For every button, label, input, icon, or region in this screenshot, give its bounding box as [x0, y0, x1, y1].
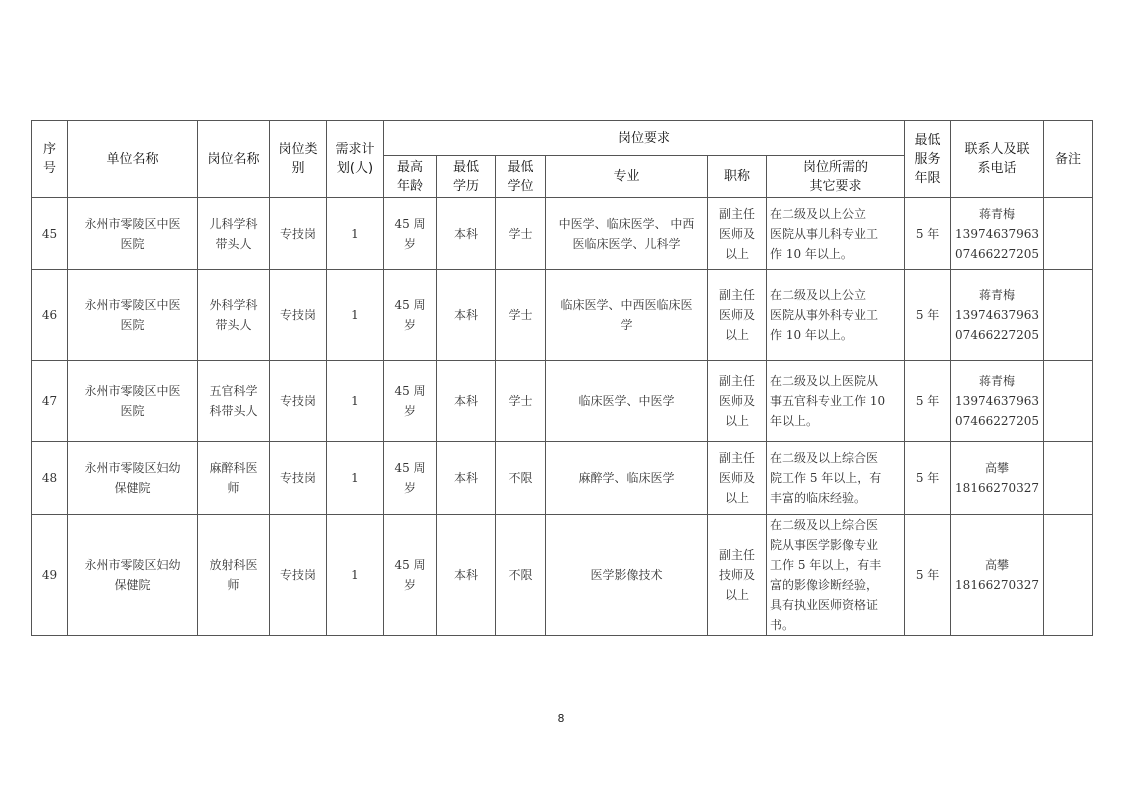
- table-row: [32, 361, 1093, 442]
- row-major: 医学影像技术: [546, 515, 708, 636]
- row-plan: 1: [327, 361, 384, 442]
- table-row: [32, 442, 1093, 515]
- row-other: 在二级及以上公立 医院从事外科专业工 作 10 年以上。: [767, 270, 905, 361]
- row-contact: 蒋青梅 13974637963 07466227205: [951, 361, 1044, 442]
- row-service: 5 年: [905, 198, 951, 270]
- row-other: 在二级及以上公立 医院从事儿科专业工 作 10 年以上。: [767, 198, 905, 270]
- row-age: 45 周 岁: [384, 198, 437, 270]
- header-max-age: 最高 年龄: [384, 156, 437, 198]
- header-requirements: 岗位要求: [384, 121, 905, 156]
- row-edu: 本科: [437, 198, 496, 270]
- page-number: 8: [557, 712, 565, 725]
- row-service: 5 年: [905, 442, 951, 515]
- row-seq: 48: [32, 442, 68, 515]
- row-major: 临床医学、中医学: [546, 361, 708, 442]
- header-category: 岗位类 别: [270, 121, 327, 198]
- row-degree: 学士: [496, 198, 546, 270]
- row-major: 临床医学、中西医临床医 学: [546, 270, 708, 361]
- row-unit: 永州市零陵区妇幼 保健院: [68, 442, 198, 515]
- row-degree: 学士: [496, 361, 546, 442]
- row-category: 专技岗: [270, 361, 327, 442]
- row-seq: 49: [32, 515, 68, 636]
- header-service: 最低 服务 年限: [905, 121, 951, 198]
- table-row: [32, 270, 1093, 361]
- header-post: 岗位名称: [198, 121, 270, 198]
- row-contact: 蒋青梅 13974637963 07466227205: [951, 270, 1044, 361]
- row-note: [1044, 515, 1093, 636]
- row-category: 专技岗: [270, 270, 327, 361]
- row-plan: 1: [327, 442, 384, 515]
- row-plan: 1: [327, 198, 384, 270]
- row-title: 副主任 医师及 以上: [708, 198, 767, 270]
- row-post: 麻醉科医 师: [198, 442, 270, 515]
- row-seq: 45: [32, 198, 68, 270]
- table-row: [32, 515, 1093, 636]
- row-age: 45 周 岁: [384, 361, 437, 442]
- row-other: 在二级及以上综合医 院从事医学影像专业 工作 5 年以上，有丰 富的影像诊断经验， 具有执业医师资格证 书。: [767, 515, 905, 636]
- header-contact: 联系人及联 系电话: [951, 121, 1044, 198]
- row-category: 专技岗: [270, 442, 327, 515]
- row-unit: 永州市零陵区中医 医院: [68, 270, 198, 361]
- header-note: 备注: [1044, 121, 1093, 198]
- row-service: 5 年: [905, 361, 951, 442]
- row-plan: 1: [327, 515, 384, 636]
- row-edu: 本科: [437, 270, 496, 361]
- header-seq: 序 号: [32, 121, 68, 198]
- row-major: 麻醉学、临床医学: [546, 442, 708, 515]
- row-seq: 47: [32, 361, 68, 442]
- row-other: 在二级及以上医院从 事五官科专业工作 10 年以上。: [767, 361, 905, 442]
- row-note: [1044, 442, 1093, 515]
- row-post: 儿科学科 带头人: [198, 198, 270, 270]
- row-title: 副主任 医师及 以上: [708, 442, 767, 515]
- row-degree: 不限: [496, 442, 546, 515]
- row-other: 在二级及以上综合医 院工作 5 年以上，有 丰富的临床经验。: [767, 442, 905, 515]
- header-title: 职称: [708, 156, 767, 198]
- row-degree: 学士: [496, 270, 546, 361]
- row-plan: 1: [327, 270, 384, 361]
- row-unit: 永州市零陵区妇幼 保健院: [68, 515, 198, 636]
- row-title: 副主任 医师及 以上: [708, 270, 767, 361]
- row-note: [1044, 361, 1093, 442]
- row-contact: 高攀 18166270327: [951, 515, 1044, 636]
- row-age: 45 周 岁: [384, 515, 437, 636]
- table-row: [32, 198, 1093, 270]
- header-major: 专业: [546, 156, 708, 198]
- row-age: 45 周 岁: [384, 270, 437, 361]
- row-major: 中医学、临床医学、 中西 医临床医学、儿科学: [546, 198, 708, 270]
- row-category: 专技岗: [270, 198, 327, 270]
- row-post: 外科学科 带头人: [198, 270, 270, 361]
- header-row-1: [32, 121, 1093, 156]
- header-plan: 需求计 划(人): [327, 121, 384, 198]
- row-edu: 本科: [437, 442, 496, 515]
- row-contact: 蒋青梅 13974637963 07466227205: [951, 198, 1044, 270]
- header-min-edu: 最低 学历: [437, 156, 496, 198]
- header-other: 岗位所需的 其它要求: [767, 156, 905, 198]
- row-note: [1044, 270, 1093, 361]
- row-unit: 永州市零陵区中医 医院: [68, 198, 198, 270]
- row-service: 5 年: [905, 270, 951, 361]
- row-edu: 本科: [437, 361, 496, 442]
- header-min-degree: 最低 学位: [496, 156, 546, 198]
- row-degree: 不限: [496, 515, 546, 636]
- row-service: 5 年: [905, 515, 951, 636]
- row-title: 副主任 医师及 以上: [708, 361, 767, 442]
- header-unit: 单位名称: [68, 121, 198, 198]
- row-seq: 46: [32, 270, 68, 361]
- row-edu: 本科: [437, 515, 496, 636]
- row-title: 副主任 技师及 以上: [708, 515, 767, 636]
- row-contact: 高攀 18166270327: [951, 442, 1044, 515]
- row-post: 放射科医 师: [198, 515, 270, 636]
- row-age: 45 周 岁: [384, 442, 437, 515]
- row-note: [1044, 198, 1093, 270]
- row-category: 专技岗: [270, 515, 327, 636]
- row-post: 五官科学 科带头人: [198, 361, 270, 442]
- row-unit: 永州市零陵区中医 医院: [68, 361, 198, 442]
- recruitment-table: [31, 120, 1093, 636]
